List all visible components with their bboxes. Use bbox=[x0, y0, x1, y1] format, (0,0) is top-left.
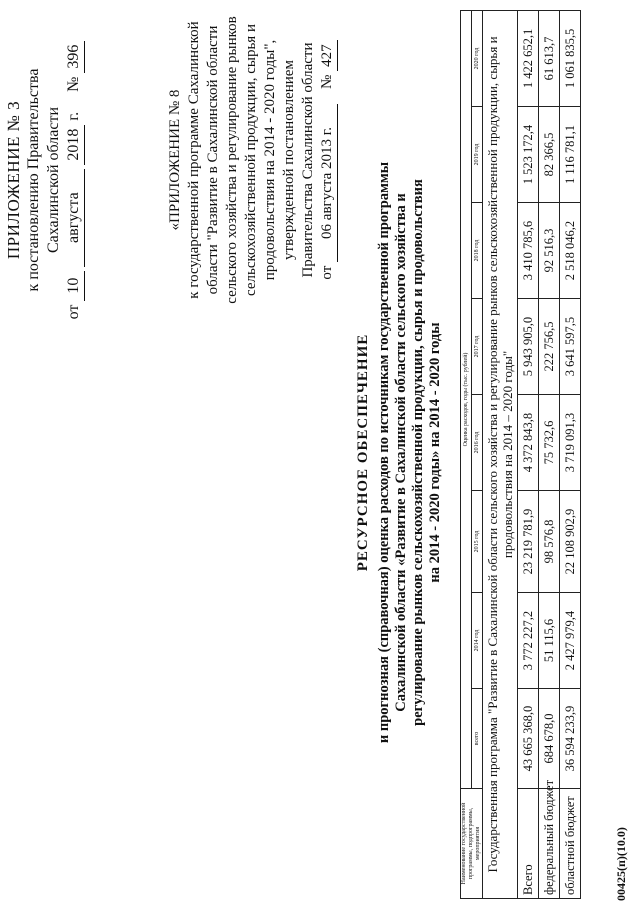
table-cell: 75 732,6 bbox=[539, 395, 560, 491]
title-line: и прогнозная (справочная) оценка расходов по источникам государственной программы bbox=[376, 161, 392, 744]
title-heading: РЕСУРСНОЕ ОБЕСПЕЧЕНИЕ bbox=[355, 333, 371, 572]
header-date-line bbox=[64, 10, 85, 350]
column-header: всего bbox=[472, 689, 483, 789]
resource-table-wrapper bbox=[460, 11, 581, 899]
column-header: 2020 год bbox=[472, 10, 483, 106]
row-label: федеральный бюджет bbox=[539, 789, 560, 899]
number-sign: № bbox=[65, 76, 82, 92]
table-row bbox=[539, 10, 560, 898]
table-cell: 1 061 835,5 bbox=[560, 10, 581, 106]
document-title bbox=[355, 0, 444, 905]
row-label: Всего bbox=[518, 789, 539, 899]
table-cell: 3 719 091,3 bbox=[560, 395, 581, 491]
table-cell: 684 678,0 bbox=[539, 689, 560, 789]
table-row bbox=[560, 10, 581, 898]
column-header: 2014 год bbox=[472, 593, 483, 689]
date-prefix: от bbox=[319, 265, 335, 280]
table-cell: 98 576,8 bbox=[539, 491, 560, 593]
estimate-header: Оценка расходов, годы (тыс. рублей) bbox=[461, 10, 472, 788]
header-line-2: Сахалинской области bbox=[45, 106, 62, 254]
table-cell: 1 116 781,1 bbox=[560, 107, 581, 203]
appendix-8-title: «ПРИЛОЖЕНИЕ № 8 bbox=[167, 89, 183, 231]
appendix-8-line: к государственной программе Сахалинской bbox=[186, 21, 202, 299]
table-cell: 3 410 785,6 bbox=[518, 203, 539, 299]
appendix-8-line: продовольствия на 2014 - 2020 годы", bbox=[262, 39, 278, 281]
document-code: 00425(п)(10.0) bbox=[614, 827, 628, 901]
program-title-cell: Государственная программа "Развитие в Сахалинской области сельского хозяйства и регулирование рынков сельскохозяйственной продукции, сырья и продовольствия на 2014 – 2020 годы" bbox=[483, 10, 518, 898]
column-header: 2015 год bbox=[472, 491, 483, 593]
number-sign: № bbox=[319, 74, 335, 89]
table-cell: 43 665 368,0 bbox=[518, 689, 539, 789]
table-cell: 23 219 781,9 bbox=[518, 491, 539, 593]
table-cell: 5 943 905,0 bbox=[518, 299, 539, 395]
appendix-3-header bbox=[4, 10, 85, 350]
table-cell: 3 641 597,5 bbox=[560, 299, 581, 395]
column-header: 2016 год bbox=[472, 395, 483, 491]
table-cell: 1 523 172,4 bbox=[518, 107, 539, 203]
appendix-8-block bbox=[166, 5, 338, 315]
appendix-8-line: сельского хозяйства и регулирование рынков bbox=[224, 16, 240, 304]
date-prefix: от bbox=[65, 304, 82, 320]
title-line: регулирование рынков сельскохозяйственной продукции, сырья и продовольствия bbox=[410, 179, 426, 726]
table-row bbox=[518, 10, 539, 898]
date-year: 2018 bbox=[64, 125, 85, 165]
appendix-8-date-line bbox=[318, 5, 338, 315]
date-month: августа bbox=[64, 169, 85, 267]
appendix-8-line: утвержденной постановлением bbox=[281, 60, 297, 260]
row-label: областной бюджет bbox=[560, 789, 581, 899]
table-cell: 4 372 843,8 bbox=[518, 395, 539, 491]
appendix-8-line: сельскохозяйственной продукции, сырья и bbox=[243, 24, 259, 296]
table-cell: 61 613,7 bbox=[539, 10, 560, 106]
column-header: 2018 год bbox=[472, 203, 483, 299]
decree-number: 396 bbox=[64, 41, 85, 73]
date-suffix: г. bbox=[65, 111, 82, 121]
appendix-8-line: области "Развитие в Сахалинской области bbox=[205, 25, 221, 295]
name-column-header: Наименование государственной программы, подпрограммы, мероприятия bbox=[461, 789, 483, 899]
resource-table bbox=[460, 10, 581, 899]
table-cell: 2 518 046,2 bbox=[560, 203, 581, 299]
table-cell: 1 422 652,1 bbox=[518, 10, 539, 106]
table-cell: 82 366,5 bbox=[539, 107, 560, 203]
table-cell: 2 427 979,4 bbox=[560, 593, 581, 689]
date-day: 10 bbox=[64, 271, 85, 301]
appendix-8-date: 06 августа 2013 г. bbox=[318, 104, 338, 262]
table-cell: 92 516,3 bbox=[539, 203, 560, 299]
header-line-1: к постановлению Правительства bbox=[25, 68, 42, 292]
column-header: 2017 год bbox=[472, 299, 483, 395]
title-line: Сахалинской области «Развитие в Сахалинской области сельского хозяйства и bbox=[393, 193, 409, 712]
column-header: 2019 год bbox=[472, 107, 483, 203]
table-cell: 22 108 902,9 bbox=[560, 491, 581, 593]
appendix-8-line: Правительства Сахалинской области bbox=[300, 42, 316, 278]
table-cell: 222 756,5 bbox=[539, 299, 560, 395]
appendix-8-number: 427 bbox=[318, 40, 338, 71]
program-row bbox=[483, 10, 518, 898]
table-cell: 3 772 227,2 bbox=[518, 593, 539, 689]
table-cell: 36 594 233,9 bbox=[560, 689, 581, 789]
appendix-title: ПРИЛОЖЕНИЕ № 3 bbox=[4, 100, 23, 260]
table-cell: 51 115,6 bbox=[539, 593, 560, 689]
title-line: на 2014 - 2020 годы» на 2014 - 2020 годы bbox=[427, 322, 443, 583]
